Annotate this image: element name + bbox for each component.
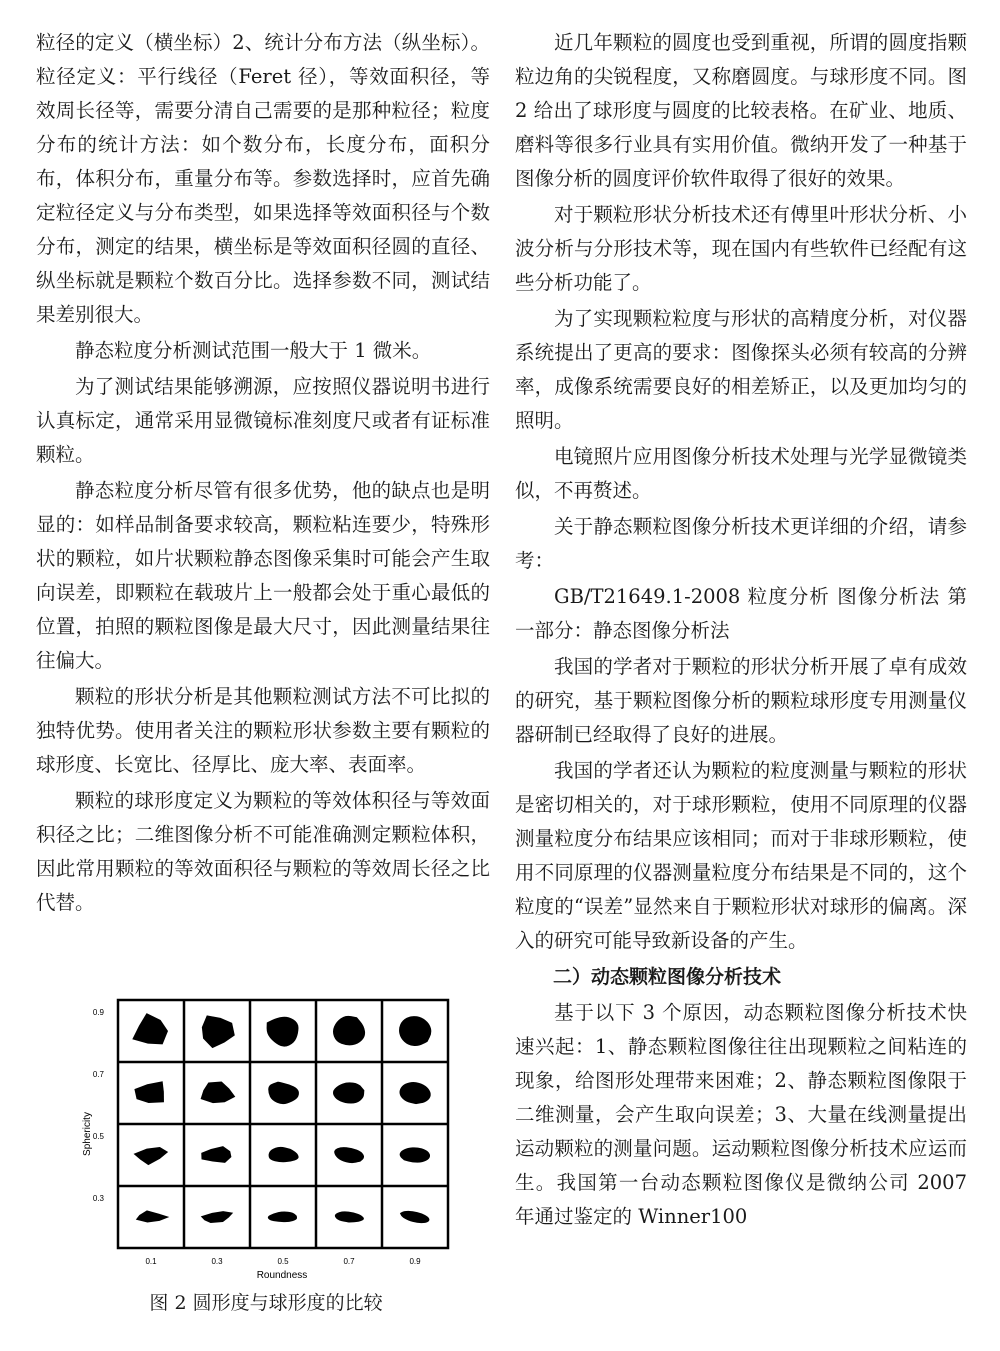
x-axis-label: Roundness: [256, 1270, 308, 1281]
right-paragraph: 我国的学者还认为颗粒的粒度测量与颗粒的形状是密切相关的，对于球形颗粒，使用不同原理的仪器测量粒度分布结果应该相同；而对于非球形颗粒，使用不同原理的仪器测量粒度分布结果是不同的，这个粒度的“误差”显然来自于颗粒形状对球形的偏离。深入的研究可能导致新设备的产生。: [515, 759, 967, 952]
particle-shape: [134, 1081, 165, 1105]
right-paragraph: 关于静态颗粒图像分析技术更详细的介绍，请参考：: [515, 515, 967, 572]
section-paragraph: 基于以下 3 个原因，动态颗粒图像分析技术快速兴起：1、静态颗粒图像往往出现颗粒之间粘连的现象，给图形处理带来困难；2、静态颗粒图像限于二维测量，会产生取向误差；3、大量在线测量提出运动颗粒的测量问题。运动颗粒图像分析技术应运而生。我国第一台动态颗粒图像仪是微纳公司 2007 年通过鉴定的 Winner100: [515, 1001, 967, 1228]
particle-shape: [200, 1210, 234, 1225]
right-paragraph: 电镜照片应用图像分析技术处理与光学显微镜类似，不再赘述。: [515, 445, 967, 502]
particle-shape: [399, 1208, 431, 1225]
shape-grid-chart: [36, 988, 496, 1284]
particle-shape: [334, 1210, 364, 1224]
particle-shape: [200, 1081, 235, 1104]
particle-shape: [333, 1082, 365, 1104]
particle-shape: [201, 1146, 232, 1164]
left-paragraph: 颗粒的球形度定义为颗粒的等效体积径与等效面积径之比；二维图像分析不可能准确测定颗粒体积，因此常用颗粒的等效面积径与颗粒的等效周长径之比代替。: [36, 789, 490, 914]
particle-shape: [133, 1145, 170, 1167]
y-tick-label: 0.9: [92, 1008, 104, 1017]
left-paragraph: 静态粒度分析测试范围一般大于 1 微米。: [75, 339, 432, 362]
right-paragraph: 对于颗粒形状分析技术还有傅里叶形状分析、小波分析与分形技术等，现在国内有些软件已经配有这些分析功能了。: [515, 203, 967, 294]
right-column: [515, 26, 967, 1236]
right-paragraph: 为了实现颗粒粒度与形状的高精度分析，对仪器系统提出了更高的要求：图像探头必须有较高的分辨率，成像系统需要良好的相差矫正，以及更加均匀的照明。: [515, 307, 967, 432]
left-paragraph: 颗粒的形状分析是其他颗粒测试方法不可比拟的独特优势。使用者关注的颗粒形状参数主要有颗粒的球形度、长宽比、径厚比、庞大率、表面率。: [36, 685, 490, 776]
left-paragraph: 粒径的定义（横坐标）2、统计分布方法（纵坐标）。粒径定义：平行线径（Feret 径），等效面积径，等效周长径等，需要分清自己需要的是那种粒径；粒度分布的统计方法：如个数分布，长度分布，面积分布，体积分布，重量分布等。参数选择时，应首先确定粒径定义与分布类型，如果选择等效面积径与个数分布，测定的结果，横坐标是等效面积径圆的直径、纵坐标就是颗粒个数百分比。选择参数不同，测试结果差别很大。: [36, 31, 490, 326]
right-paragraph: GB/T21649.1-2008 粒度分析 图像分析法 第一部分：静态图像分析法: [515, 585, 967, 642]
particle-shape: [399, 1147, 430, 1164]
figure-roundness-sphericity: [36, 988, 496, 1328]
x-tick-label: 0.3: [211, 1257, 223, 1266]
particle-shape: [132, 1013, 168, 1044]
x-tick-label: 0.9: [409, 1257, 421, 1266]
figure-caption: 图 2 圆形度与球形度的比较: [149, 1292, 383, 1314]
x-tick-label: 0.5: [277, 1257, 289, 1266]
particle-shape: [396, 1013, 434, 1049]
particle-shape: [266, 1080, 300, 1106]
y-axis-label: Sphericity: [82, 1112, 93, 1156]
particle-shape: [199, 1015, 236, 1051]
particle-shape: [398, 1080, 432, 1106]
left-column: [36, 26, 490, 922]
x-tick-label: 0.7: [343, 1257, 355, 1266]
right-paragraph: 我国的学者对于颗粒的形状分析开展了卓有成效的研究，基于颗粒图像分析的颗粒球形度专用测量仪器研制已经取得了良好的进展。: [515, 655, 967, 746]
particle-shape: [262, 1013, 301, 1050]
particle-shape: [333, 1145, 366, 1166]
right-paragraph: 近几年颗粒的圆度也受到重视，所谓的圆度指颗粒边角的尖锐程度，又称磨圆度。与球形度不同。图 2 给出了球形度与圆度的比较表格。在矿业、地质、磨料等很多行业具有实用价值。微纳开发了一种基于图像分析的圆度评价软件取得了很好的效果。: [515, 31, 967, 190]
y-tick-label: 0.5: [92, 1132, 104, 1141]
section-heading: 二）动态颗粒图像分析技术: [553, 966, 782, 988]
particle-shape: [268, 1146, 299, 1163]
particle-shape: [268, 1211, 297, 1222]
particle-shape: [136, 1210, 170, 1222]
x-tick-label: 0.1: [145, 1257, 157, 1266]
y-tick-label: 0.7: [92, 1070, 104, 1079]
particle-shape: [332, 1014, 367, 1047]
left-paragraph: 为了测试结果能够溯源，应按照仪器说明书进行认真标定，通常采用显微镜标准刻度尺或者有证标准颗粒。: [36, 375, 490, 466]
left-paragraph: 静态粒度分析尽管有很多优势，他的缺点也是明显的：如样品制备要求较高，颗粒粘连要少，特殊形状的颗粒，如片状颗粒静态图像采集时可能会产生取向误差，即颗粒在载玻片上一般都会处于重心最低的位置，拍照的颗粒图像是最大尺寸，因此测量结果往往偏大。: [36, 479, 490, 672]
y-tick-label: 0.3: [92, 1194, 104, 1203]
